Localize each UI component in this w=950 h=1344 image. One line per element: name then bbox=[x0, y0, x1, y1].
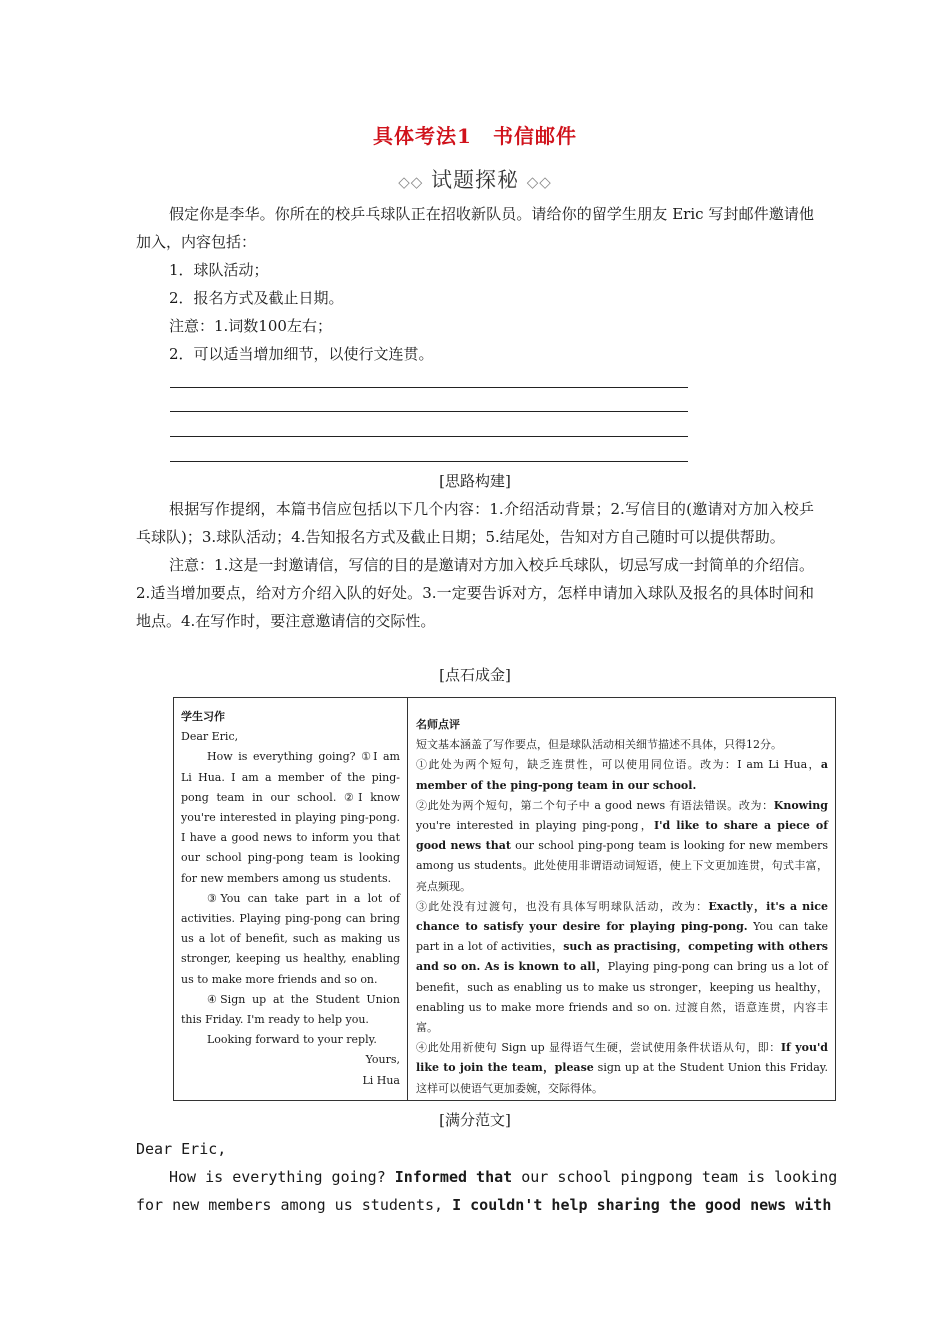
comment-text: ①此处为两个短句，缺乏连贯性，可以使用同位语。改为：I am Li Hua， bbox=[416, 758, 821, 772]
comment-text: ②此处为两个短句，第二个句子中 a good news 有语法错误。改为： bbox=[416, 798, 774, 812]
answer-line bbox=[170, 461, 688, 462]
model-highlight: Informed that bbox=[394, 1168, 513, 1186]
comment-highlight: If you'd like to join the team，please bbox=[416, 1041, 829, 1075]
teacher-comment bbox=[416, 1038, 828, 1099]
comment-highlight: such as practising，competing with others and so on. As is known to all， bbox=[416, 940, 828, 974]
comment-text: Playing ping-pong can bring us a lot of benefit，such as enabling us to make us stronger，keeping us healthy，enabling us to make more friends and so on. 过渡自然，语意连贯，内容丰富。 bbox=[416, 960, 828, 1035]
student-draft-label: 学生习作 bbox=[181, 710, 225, 723]
outline-notes: 注意：1.这是一封邀请信，写信的目的是邀请对方加入校乒乓球队，切忌写成一封简单的介绍信。2.适当增加要点，给对方介绍入队的好处。3.一定要告诉对方，怎样申请加入球队及报名的具体时间和地点。4.在写作时，要注意邀请信的交际性。 bbox=[136, 556, 814, 630]
comment-text: ④此处用祈使句 Sign up 显得语气生硬，尝试使用条件状语从句，即： bbox=[416, 1041, 781, 1055]
right-ornament-icon: ◇◇ bbox=[526, 173, 552, 191]
comment-highlight: Knowing bbox=[773, 798, 828, 812]
teacher-summary: 短文基本涵盖了写作要点，但是球队活动相关细节描述不具体，只得12分。 bbox=[416, 738, 782, 752]
model-line bbox=[136, 1163, 836, 1191]
left-ornament-icon: ◇◇ bbox=[398, 173, 424, 191]
teacher-comment-label: 名师点评 bbox=[416, 718, 460, 731]
model-greeting: Dear Eric, bbox=[136, 1140, 227, 1158]
student-draft-column bbox=[174, 698, 408, 1100]
model-line bbox=[136, 1191, 836, 1219]
model-essay bbox=[136, 1135, 836, 1219]
review-table bbox=[173, 697, 836, 1101]
teacher-comment bbox=[416, 755, 828, 795]
student-paragraph: How is everything going? ①I am Li Hua. I am a member of the ping-pong team in our school. ②I know you're interested in playing ping-pong. I have a good news to inform you that our school ping-pong team is looking for new members among us students. bbox=[181, 750, 400, 885]
student-paragraph: Looking forward to your reply. bbox=[207, 1033, 377, 1047]
comment-highlight: I'd like to share a piece of good news that bbox=[416, 819, 828, 853]
comment-text: you're interested in playing ping-pong， bbox=[416, 819, 654, 833]
teacher-comment bbox=[416, 796, 828, 897]
student-closing: Yours, bbox=[365, 1053, 400, 1067]
comment-text: our school ping-pong team is looking for new members among us students。此处使用非谓语动词短语，使上下文更加连贯，句式丰富，亮点频现。 bbox=[416, 839, 828, 893]
comment-text: ③此处没有过渡句，也没有具体写明球队活动，改为： bbox=[416, 899, 709, 913]
prompt-item: 1．球队活动； bbox=[169, 261, 269, 279]
comment-highlight: a member of the ping-pong team in our school. bbox=[416, 758, 828, 792]
outline-heading: [思路构建] bbox=[439, 472, 511, 490]
prompt-block bbox=[136, 200, 814, 368]
model-text: How is everything going? bbox=[169, 1168, 395, 1186]
model-text: for new members among us students, bbox=[136, 1196, 453, 1214]
comment-text: You can take part in a lot of activities， bbox=[416, 920, 829, 954]
prompt-note: 2．可以适当增加细节，以使行文连贯。 bbox=[169, 345, 434, 363]
student-paragraph: ④Sign up at the Student Union this Friday. I'm ready to help you. bbox=[181, 992, 400, 1027]
section-heading bbox=[0, 164, 950, 194]
comment-text: sign up at the Student Union this Friday. 这样可以使语气更加委婉，交际得体。 bbox=[416, 1061, 828, 1095]
model-text: our school pingpong team is looking bbox=[512, 1168, 838, 1186]
student-paragraph: ③You can take part in a lot of activities. Playing ping-pong can bring us a lot of benefit, such as making us stronger, keeping us healthy, enabling us to make more friends and so on. bbox=[181, 891, 400, 986]
teacher-comment bbox=[416, 897, 828, 1038]
outline-paragraph: 根据写作提纲，本篇书信应包括以下几个内容：1.介绍活动背景；2.写信目的(邀请对方加入校乒乓球队)；3.球队活动；4.告知报名方式及截止日期；5.结尾处，告知对方自己随时可以提供帮助。 bbox=[136, 500, 814, 546]
prompt-intro: 假定你是李华。你所在的校乒乓球队正在招收新队员。请给你的留学生朋友 Eric 写封邮件邀请他加入，内容包括： bbox=[136, 205, 814, 251]
comment-highlight: Exactly，it's a nice chance to satisfy your desire for playing ping-pong. bbox=[416, 899, 829, 934]
answer-line bbox=[170, 387, 688, 388]
prompt-item: 2．报名方式及截止日期。 bbox=[169, 289, 344, 307]
model-heading: [满分范文] bbox=[439, 1111, 511, 1129]
section-heading-text: 试题探秘 bbox=[431, 168, 519, 192]
teacher-comment-column bbox=[408, 698, 835, 1100]
review-heading: [点石成金] bbox=[439, 666, 511, 684]
student-greeting: Dear Eric, bbox=[181, 730, 239, 744]
prompt-note: 注意：1.词数100左右； bbox=[169, 317, 332, 335]
answer-line bbox=[170, 411, 688, 412]
student-signature: Li Hua bbox=[362, 1073, 400, 1087]
outline-block bbox=[136, 495, 814, 635]
page-title: 具体考法1 书信邮件 bbox=[373, 124, 577, 148]
model-highlight: I couldn't help sharing the good news with bbox=[452, 1196, 832, 1214]
answer-line bbox=[170, 436, 688, 437]
